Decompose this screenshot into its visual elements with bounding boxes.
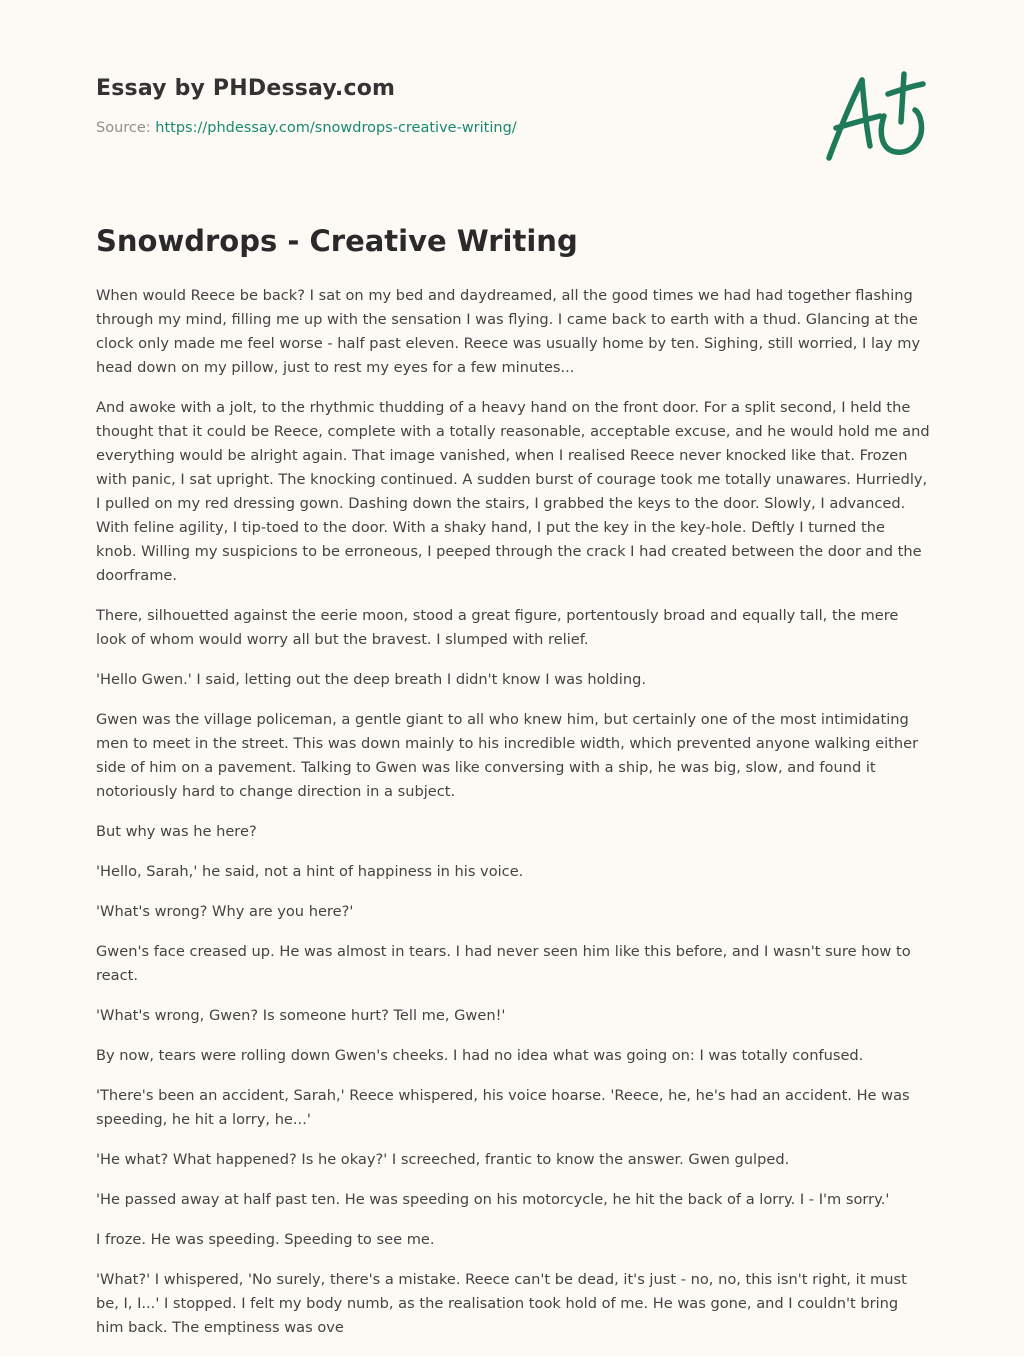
essay-body (96, 284, 930, 1356)
page-header (96, 72, 928, 136)
essay-paragraph: When would Reece be back? I sat on my bed and daydreamed, all the good times we had had together flashing through my mind, filling me up with the sensation I was flying. I came back to earth with a thud. Glancing at the clock only made me feel worse - half past eleven. Reece was usually home by ten. Sighing, still worried, I lay my head down on my pillow, just to rest my eyes for a few minutes... (96, 287, 921, 376)
essay-paragraph: 'He what? What happened? Is he okay?' I screeched, frantic to know the answer. Gwen gulped. (96, 1151, 790, 1168)
essay-paragraph: And awoke with a jolt, to the rhythmic thudding of a heavy hand on the front door. For a split second, I held the thought that it could be Reece, complete with a totally reasonable, acceptable excuse, and he would hold me and everything would be alright again. That image vanished, when I realised Reece never knocked like that. Frozen with panic, I sat upright. The knocking continued. A sudden burst of courage took me totally unawares. Hurriedly, I pulled on my red dressing gown. Dashing down the stairs, I grabbed the keys to the door. Slowly, I advanced. With feline agility, I tip-toed to the door. With a shaky hand, I put the key in the key-hole. Deftly I turned the knob. Willing my suspicions to be erroneous, I peeped through the crack I had created between the door and the doorframe. (96, 399, 930, 584)
source-line (96, 120, 928, 136)
essay-paragraph: 'Hello Gwen.' I said, letting out the deep breath I didn't know I was holding. (96, 671, 647, 688)
essay-paragraph: Gwen's face creased up. He was almost in tears. I had never seen him like this before, and I wasn't sure how to react. (96, 943, 911, 984)
essay-paragraph: 'What's wrong? Why are you here?' (96, 903, 354, 920)
essay-paragraph: 'What's wrong, Gwen? Is someone hurt? Tell me, Gwen!' (96, 1007, 506, 1024)
essay-paragraph: 'He passed away at half past ten. He was speeding on his motorcycle, he hit the back of a lorry. I - I'm sorry.' (96, 1191, 890, 1208)
essay-paragraph: There, silhouetted against the eerie moon, stood a great figure, portentously broad and equally tall, the mere look of whom would worry all but the bravest. I slumped with relief. (96, 607, 899, 648)
source-label: Source: (96, 120, 151, 136)
a-plus-logo-icon (822, 64, 932, 168)
essay-paragraph: 'What?' I whispered, 'No surely, there's a mistake. Reece can't be dead, it's just - no, no, this isn't right, it must be, I, I...' I stopped. I felt my body numb, as the realisation took hold of me. He was gone, and I couldn't bring him back. The emptiness was ove (96, 1271, 907, 1336)
source-link[interactable]: https://phdessay.com/snowdrops-creative-writing/ (155, 120, 517, 136)
essay-title: Snowdrops - Creative Writing (96, 224, 578, 258)
site-brand: Essay by PHDessay.com (96, 76, 396, 101)
essay-paragraph: 'Hello, Sarah,' he said, not a hint of happiness in his voice. (96, 863, 524, 880)
essay-paragraph: Gwen was the village policeman, a gentle giant to all who knew him, but certainly one of the most intimidating men to meet in the street. This was down mainly to his incredible width, which prevented anyone walking either side of him on a pavement. Talking to Gwen was like conversing with a ship, he was big, slow, and found it notoriously hard to change direction in a subject. (96, 711, 919, 800)
essay-paragraph: By now, tears were rolling down Gwen's cheeks. I had no idea what was going on: I was totally confused. (96, 1047, 864, 1064)
essay-paragraph: 'There's been an accident, Sarah,' Reece whispered, his voice hoarse. 'Reece, he, he's had an accident. He was speeding, he hit a lorry, he...' (96, 1087, 910, 1128)
essay-paragraph: But why was he here? (96, 823, 257, 840)
essay-paragraph: I froze. He was speeding. Speeding to see me. (96, 1231, 435, 1248)
